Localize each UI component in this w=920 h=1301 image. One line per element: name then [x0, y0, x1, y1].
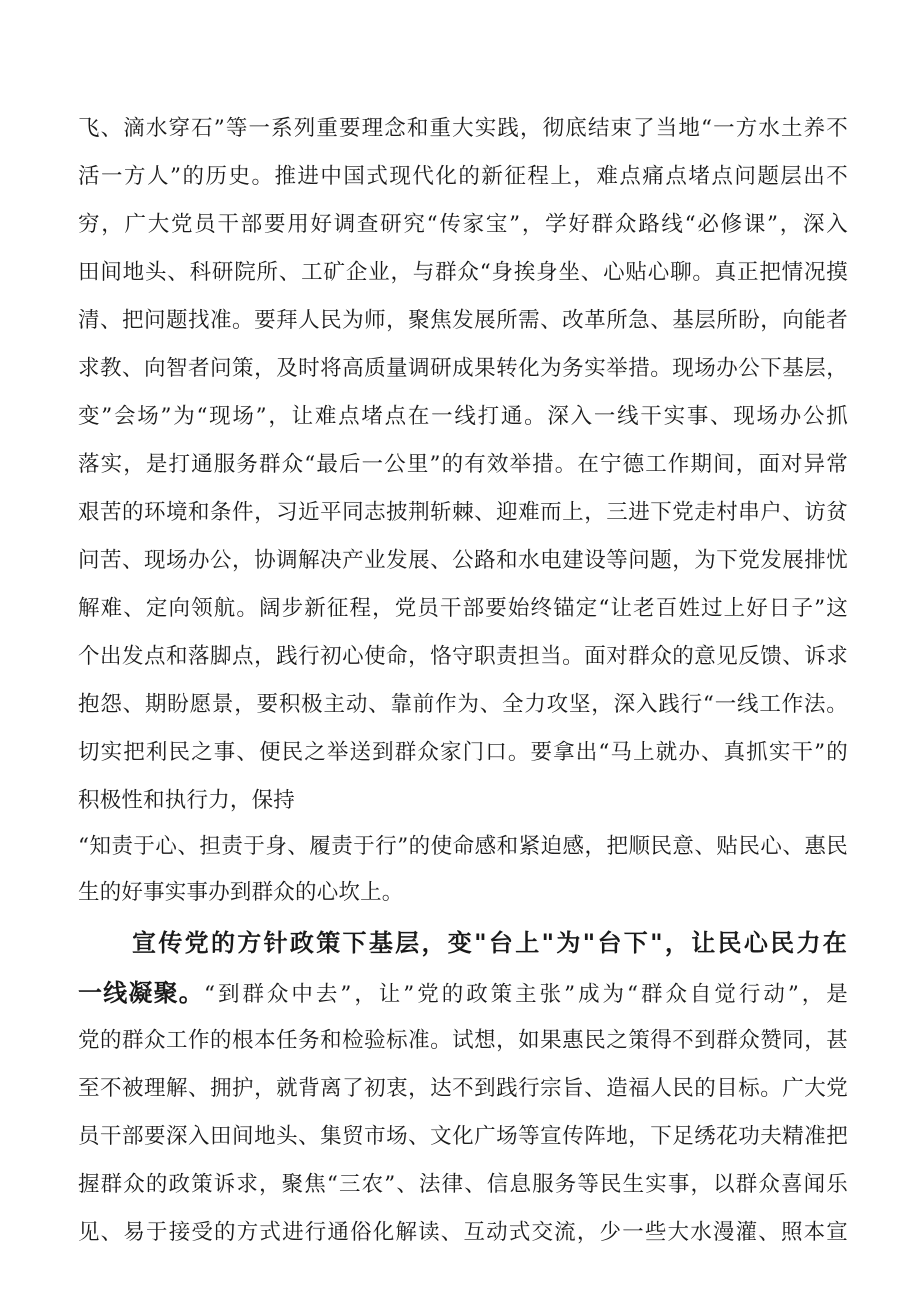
- paragraph-2-heading-tail: 一线凝聚。: [78, 979, 204, 1007]
- paragraph-2-heading-line: 宣传党的方针政策下基层，变"台上"为"台下"，让民心民力在: [132, 929, 848, 957]
- paragraph-1-line: 活一方人”的历史。推进中国式现代化的新征程上，难点痛点堵点问题层出不: [78, 164, 848, 189]
- paragraph-2-mixed-line: [78, 978, 848, 1008]
- paragraph-1-line: “知责于心、担责于身、履责于行”的使命感和紧迫感，把顺民意、贴民心、惠民: [78, 834, 848, 859]
- paragraph-1-line: 变”会场”为“现场”，让难点堵点在一线打通。深入一线干实事、现场办公抓: [78, 404, 848, 429]
- paragraph-1-line: 解难、定向领航。阔步新征程，党员干部要始终锚定“让老百姓过上好日子”这: [78, 596, 848, 621]
- paragraph-1-line: 问苦、现场办公，协调解决产业发展、公路和水电建设等问题，为下党发展排忧: [78, 548, 848, 573]
- paragraph-2-line: 至不被理解、拥护，就背离了初衷，达不到践行宗旨、造福人民的目标。广大党: [78, 1076, 848, 1101]
- paragraph-1-line: 飞、滴水穿石”等一系列重要理念和重大实践，彻底结束了当地“一方水土养不: [78, 116, 848, 141]
- paragraph-1-line: 个出发点和落脚点，践行初心使命，恪守职责担当。面对群众的意见反馈、诉求: [78, 644, 848, 669]
- paragraph-2-line: 党的群众工作的根本任务和检验标准。试想，如果惠民之策得不到群众赞同，甚: [78, 1028, 848, 1053]
- paragraph-1-line: 求教、向智者问策，及时将高质量调研成果转化为务实举措。现场办公下基层，: [78, 356, 848, 381]
- paragraph-1-line: 艰苦的环境和条件，习近平同志披荆斩棘、迎难而上，三进下党走村串户、访贫: [78, 500, 848, 525]
- paragraph-1-line: 穷，广大党员干部要用好调查研究“传家宝”，学好群众路线“必修课”，深入: [78, 212, 848, 237]
- paragraph-1-line: 抱怨、期盼愿景，要积极主动、靠前作为、全力攻坚，深入践行“一线工作法。: [78, 692, 848, 717]
- paragraph-2-line: 握群众的政策诉求，聚焦“三农”、法律、信息服务等民生实事，以群众喜闻乐: [78, 1172, 848, 1197]
- paragraph-1-line: 落实，是打通服务群众“最后一公里”的有效举措。在宁德工作期间，面对异常: [78, 452, 848, 477]
- paragraph-2-line: 员干部要深入田间地头、集贸市场、文化广场等宣传阵地，下足绣花功夫精准把: [78, 1124, 848, 1149]
- paragraph-1-line: 生的好事实事办到群众的心坎上。: [78, 880, 404, 905]
- paragraph-1-line: 田间地头、科研院所、工矿企业，与群众“身挨身坐、心贴心聊。真正把情况摸: [78, 260, 848, 285]
- paragraph-2-line: 见、易于接受的方式进行通俗化解读、互动式交流，少一些大水漫灌、照本宣: [78, 1220, 848, 1245]
- paragraph-1-line: 切实把利民之事、便民之举送到群众家门口。要拿出“马上就办、真抓实干”的: [78, 740, 848, 765]
- paragraph-1-line: 清、把问题找准。要拜人民为师，聚焦发展所需、改革所急、基层所盼，向能者: [78, 308, 848, 333]
- paragraph-1-line: 积极性和执行力，保持: [78, 788, 296, 813]
- paragraph-2-line: “到群众中去”，让”党的政策主张”成为“群众自觉行动”，是: [204, 982, 848, 1007]
